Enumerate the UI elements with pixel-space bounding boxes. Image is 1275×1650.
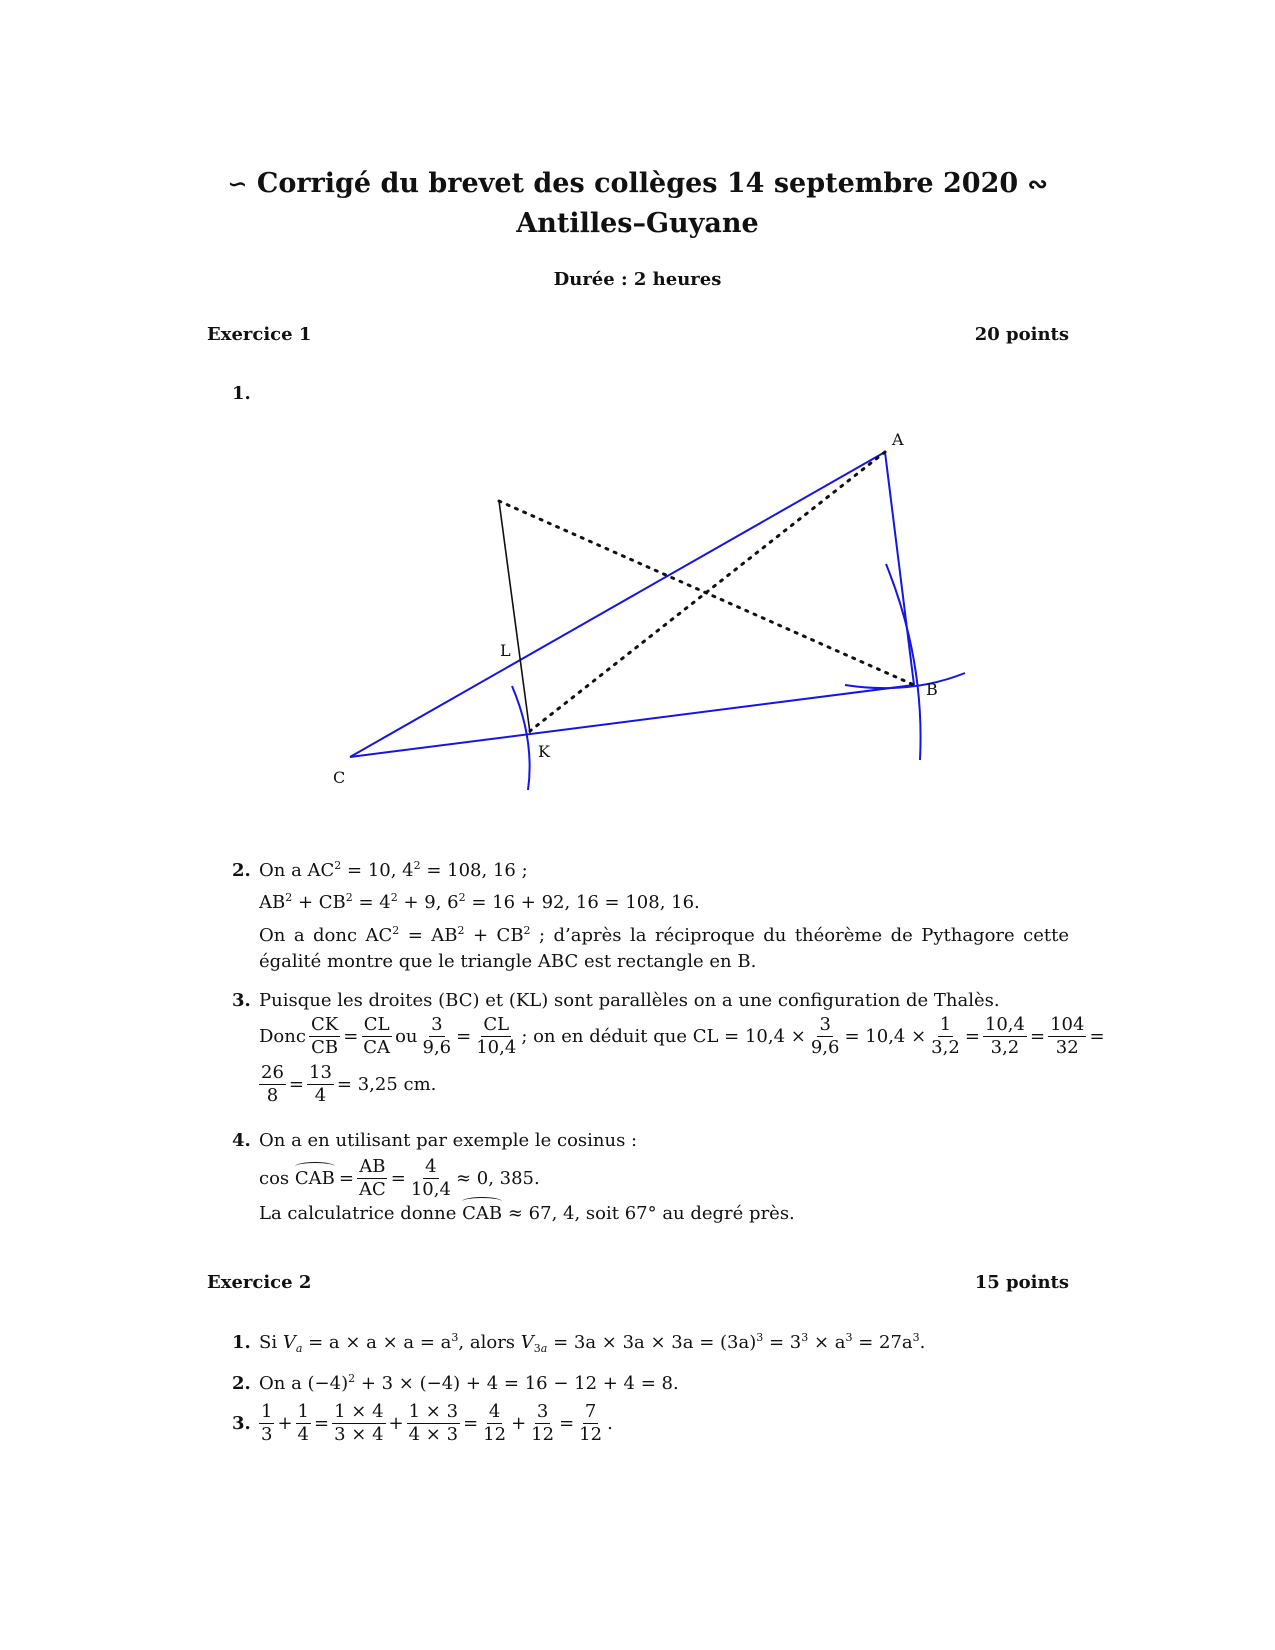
den: 3 × 4 bbox=[334, 1424, 384, 1445]
text: = 108, 16 ; bbox=[420, 860, 528, 881]
text: . bbox=[919, 1332, 926, 1353]
triangle-figure bbox=[0, 0, 1275, 800]
text: On a AC bbox=[259, 860, 335, 881]
exp: 2 bbox=[334, 859, 342, 872]
text: ; on en déduit que CL = 10,4 × bbox=[521, 1026, 806, 1047]
angle-cab: CAB bbox=[294, 1168, 335, 1189]
text: = 27a bbox=[852, 1332, 913, 1353]
text: On a (−4) bbox=[259, 1373, 349, 1394]
ex1-q4-line1: On a en utilisant par exemple le cosinus : bbox=[259, 1130, 638, 1151]
ornament-left-icon: ∽ bbox=[227, 169, 248, 198]
ex2-q2-number: 2. bbox=[232, 1373, 251, 1394]
exercise2-label: Exercice 2 bbox=[207, 1272, 312, 1293]
text: = 3 bbox=[763, 1332, 802, 1353]
fraction bbox=[409, 1156, 453, 1201]
ex1-q2-number: 2. bbox=[232, 860, 251, 881]
den: 8 bbox=[266, 1085, 279, 1106]
fraction bbox=[309, 1014, 340, 1059]
text: ≈ 67, 4, soit 67° au degré près. bbox=[507, 1203, 795, 1224]
duration: Durée : 2 heures bbox=[553, 269, 722, 290]
fraction bbox=[577, 1401, 604, 1446]
text: = 3,25 cm. bbox=[336, 1074, 437, 1095]
segment-ab bbox=[885, 452, 914, 685]
label-k: K bbox=[538, 742, 550, 761]
ex2-q2-line bbox=[259, 1373, 679, 1394]
num: 4 bbox=[425, 1156, 437, 1177]
num: 1 × 3 bbox=[408, 1401, 459, 1422]
num: 13 bbox=[309, 1062, 332, 1083]
fraction bbox=[929, 1014, 962, 1059]
text: AB bbox=[259, 892, 286, 913]
text: Donc bbox=[259, 1026, 306, 1047]
exercise2-points: 15 points bbox=[974, 1272, 1069, 1293]
den: 12 bbox=[531, 1424, 555, 1445]
num: CL bbox=[363, 1014, 390, 1035]
num: 1 bbox=[297, 1401, 309, 1422]
segment-kl bbox=[499, 501, 530, 733]
exp: 2 bbox=[345, 891, 353, 904]
den: 32 bbox=[1055, 1037, 1079, 1058]
dotted-ak bbox=[530, 452, 885, 731]
arc-k bbox=[512, 686, 530, 790]
den: 12 bbox=[483, 1424, 507, 1445]
segment-ca bbox=[350, 452, 885, 757]
den: AC bbox=[358, 1179, 386, 1200]
den: 4 bbox=[314, 1085, 327, 1106]
den: 4 × 3 bbox=[408, 1424, 459, 1445]
den: 9,6 bbox=[810, 1037, 840, 1058]
ex1-q4-line2: cos CAB = $\frac{AB}{AC}$ = $\frac{4}{10,4}$ ≈ 0, 385. bbox=[259, 1156, 540, 1200]
num: 4 bbox=[488, 1401, 501, 1422]
exercise1-points: 20 points bbox=[974, 324, 1069, 345]
fraction bbox=[809, 1014, 842, 1059]
num: 1 bbox=[261, 1401, 273, 1422]
text: ; d’après la réciproque du théorème de Pythagore cette égalité montre que le triangle ABC est rectangle en B. bbox=[259, 925, 1069, 972]
den: 3 bbox=[261, 1424, 273, 1445]
fraction bbox=[529, 1401, 556, 1446]
text: = a × a × a = a bbox=[302, 1332, 452, 1353]
den: CA bbox=[363, 1037, 391, 1058]
ex1-q2-line3 bbox=[259, 923, 1069, 975]
fraction bbox=[481, 1401, 508, 1446]
exp: 2 bbox=[457, 924, 465, 937]
segment-cb bbox=[350, 685, 914, 757]
exp: 3 bbox=[801, 1331, 809, 1344]
exp: 2 bbox=[390, 891, 398, 904]
angle-cab: CAB bbox=[462, 1203, 503, 1224]
num: 1 bbox=[939, 1014, 952, 1035]
ex2-q3-number: 3. bbox=[232, 1413, 251, 1434]
fraction bbox=[407, 1401, 460, 1446]
num: 3 bbox=[431, 1014, 443, 1035]
exp: 2 bbox=[523, 924, 531, 937]
ex1-q3-line3: $\frac{26}{8}$ = $\frac{13}{4}$ = 3,25 cm. bbox=[261, 1062, 437, 1106]
exercise1-label: Exercice 1 bbox=[207, 324, 312, 345]
ex2-q1-line: Si $V_a = a \times a \times a = a^3$, alors $V_{3a} = 3a \times 3a \times 3a = (3a)^3 = 3^3 \times a^3 = 27a^3$. bbox=[259, 1331, 926, 1355]
num: 3 bbox=[819, 1014, 831, 1035]
label-l: L bbox=[500, 641, 511, 660]
num: 26 bbox=[261, 1062, 284, 1083]
text: , alors bbox=[458, 1332, 516, 1353]
fraction bbox=[421, 1014, 454, 1059]
text: = 10,4 × bbox=[844, 1026, 927, 1047]
num: CL bbox=[483, 1014, 510, 1035]
exercise2-header bbox=[207, 1272, 1069, 1293]
num: 10,4 bbox=[984, 1014, 1025, 1035]
exp: 3 bbox=[756, 1331, 764, 1344]
exp: 3 bbox=[845, 1331, 853, 1344]
text: × a bbox=[808, 1332, 846, 1353]
text: cos bbox=[259, 1168, 290, 1189]
ex1-q2-line2 bbox=[259, 892, 700, 913]
den: 4 bbox=[297, 1424, 309, 1445]
text: = 4 bbox=[352, 892, 391, 913]
den: 10,4 bbox=[476, 1037, 517, 1058]
fraction bbox=[259, 1401, 274, 1446]
text: = AB bbox=[399, 925, 458, 946]
den: 3,2 bbox=[931, 1037, 960, 1058]
fraction bbox=[307, 1062, 334, 1107]
exp: 3 bbox=[451, 1331, 459, 1344]
den: 9,6 bbox=[422, 1037, 452, 1058]
text: + CB bbox=[464, 925, 524, 946]
num: AB bbox=[359, 1156, 386, 1177]
exp: 2 bbox=[458, 891, 466, 904]
ex1-q3-number: 3. bbox=[232, 990, 251, 1011]
label-a: A bbox=[892, 430, 904, 449]
ex1-q3-line2: Donc $\frac{CK}{CB}$ = $\frac{CL}{CA}$ ou $\frac{3}{9,6}$ = $\frac{CL}{10,4}$ ; on en déduit que CL = 10,4 × $\frac{3}{9,6}$ = 10,4 × $\frac{1}{3,2}$ = $\frac{10,4}{3,2}$ = $\frac{104}{32}$ = bbox=[259, 1014, 1105, 1058]
den: CB bbox=[311, 1037, 339, 1058]
text: = 3a × 3a × 3a = (3a) bbox=[547, 1332, 757, 1353]
title-line1: Corrigé du brevet des collèges 14 septembre 2020 bbox=[256, 168, 1019, 199]
fraction bbox=[332, 1401, 385, 1446]
text: Si bbox=[259, 1332, 278, 1353]
text: + CB bbox=[292, 892, 346, 913]
exp: 2 bbox=[285, 891, 293, 904]
num: 1 × 4 bbox=[334, 1401, 384, 1422]
num: 7 bbox=[584, 1401, 597, 1422]
text: + 9, 6 bbox=[397, 892, 459, 913]
exp: 2 bbox=[392, 924, 400, 937]
ex1-q2-line1 bbox=[259, 860, 528, 881]
den: 3,2 bbox=[990, 1037, 1020, 1058]
fraction bbox=[474, 1014, 518, 1059]
text: On a donc AC bbox=[259, 925, 393, 946]
ex2-q1-number: 1. bbox=[232, 1332, 251, 1353]
text: La calculatrice donne bbox=[259, 1203, 457, 1224]
ex1-q4-line3 bbox=[259, 1203, 795, 1224]
text: = 10, 4 bbox=[341, 860, 414, 881]
exp: 2 bbox=[413, 859, 421, 872]
fraction bbox=[259, 1062, 286, 1107]
ornament-right-icon: ∾ bbox=[1027, 169, 1048, 198]
ex1-q4-number: 4. bbox=[232, 1130, 251, 1151]
fraction bbox=[361, 1014, 392, 1059]
text: . bbox=[607, 1413, 613, 1434]
label-c: C bbox=[333, 768, 346, 787]
ex2-q3-line: $\frac{1}{3}$ + $\frac{1}{4}$ = $\frac{1 \times 4}{3 \times 4}$ + $\frac{1 \times 3}{4 \times 3}$ = $\frac{4}{12}$ + $\frac{3}{12}$ = $\frac{7}{12}$ . bbox=[261, 1401, 613, 1445]
text: ou bbox=[395, 1026, 418, 1047]
title-line2: Antilles–Guyane bbox=[516, 208, 759, 239]
fraction bbox=[1048, 1014, 1086, 1059]
fraction bbox=[983, 1014, 1027, 1059]
den: 12 bbox=[579, 1424, 603, 1445]
fraction bbox=[357, 1156, 388, 1201]
num: 3 bbox=[536, 1401, 549, 1422]
label-b: B bbox=[926, 680, 938, 699]
exp: 3 bbox=[912, 1331, 920, 1344]
num: 104 bbox=[1050, 1014, 1085, 1035]
den: 10,4 bbox=[410, 1179, 451, 1200]
ex1-q1-number: 1. bbox=[232, 383, 251, 404]
num: CK bbox=[310, 1014, 339, 1035]
text: + 3 × (−4) + 4 = 16 − 12 + 4 = 8. bbox=[355, 1373, 679, 1394]
ex1-q3-line1: Puisque les droites (BC) et (KL) sont parallèles on a une configuration de Thalès. bbox=[259, 990, 1000, 1011]
fraction bbox=[296, 1401, 311, 1446]
dotted-b-top bbox=[499, 501, 914, 685]
exp: 2 bbox=[348, 1372, 356, 1385]
text: ≈ 0, 385. bbox=[455, 1168, 540, 1189]
text: = 16 + 92, 16 = 108, 16. bbox=[465, 892, 700, 913]
